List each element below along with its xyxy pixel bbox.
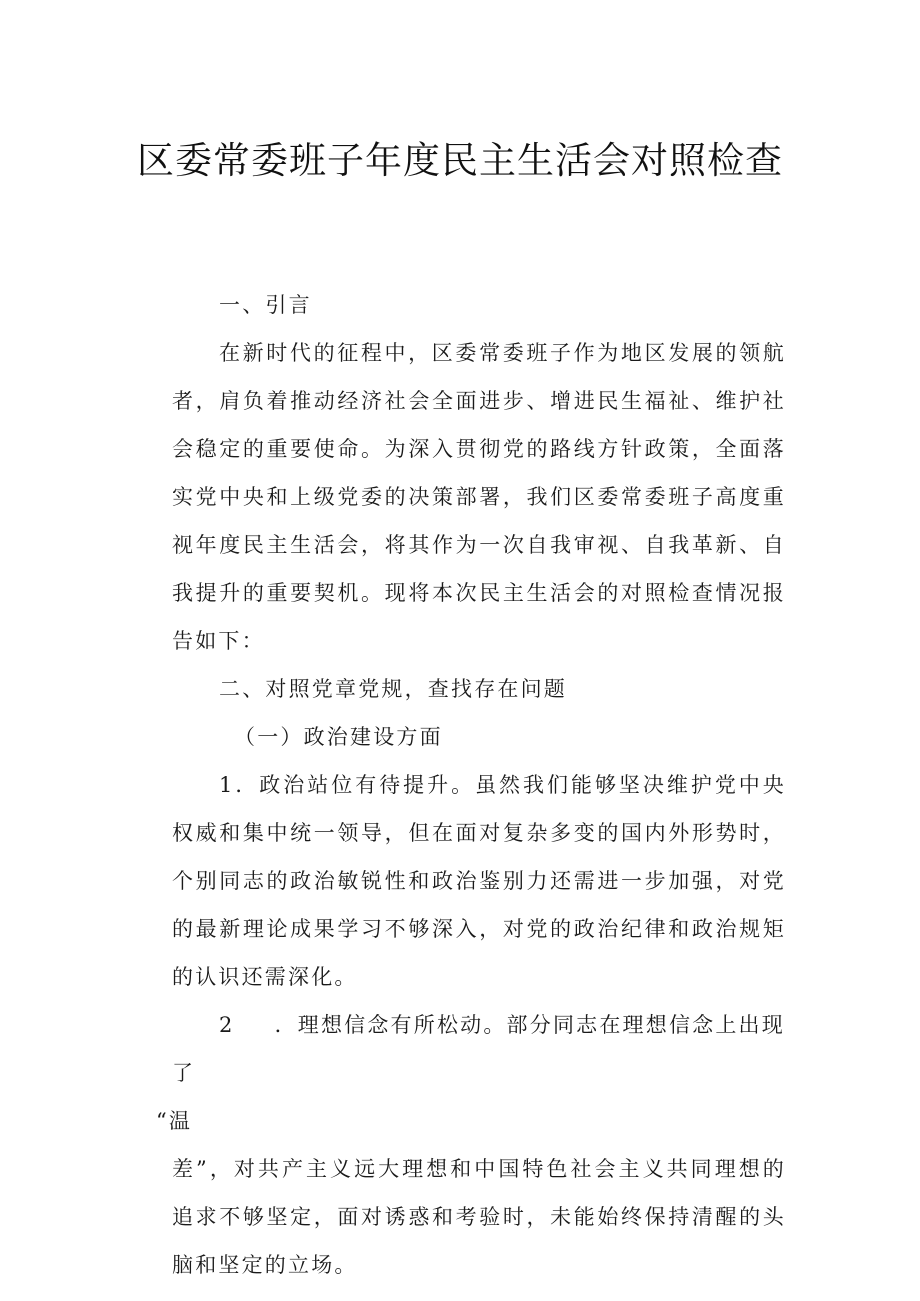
section-heading-problems: 二、对照党章党规，查找存在问题 (219, 677, 567, 701)
document-title: 区委常委班子年度民主生活会对照检查 (137, 139, 783, 182)
item-paragraph-2-body: 差”，对共产主义远大理想和中国特色社会主义共同理想的追求不够坚定，面对诱惑和考验时，未能始终保持清醒的头脑和坚定的立场。 (172, 1157, 786, 1277)
item-number-2: 2 (219, 1013, 235, 1037)
intro-paragraph: 在新时代的征程中，区委常委班子作为地区发展的领航者，肩负着推动经济社会全面进步、增进民生福祉、维护社会稳定的重要使命。为深入贯彻党的路线方针政策，全面落实党中央和上级党委的决策部署，我们区委常委班子高度重视年度民主生活会，将其作为一次自我审视、自我革新、自我提升的重要契机。现将本次民主生活会的对照检查情况报告如下： (172, 341, 786, 653)
item-2-heading-text: ．理想信念有所松动。部分同志在理想信念上出现了 (172, 1013, 785, 1085)
item-paragraph-2-heading (172, 1001, 786, 1097)
document-body (156, 281, 786, 1289)
item-paragraph-1: 1．政治站位有待提升。虽然我们能够坚决维护党中央权威和集中统一领导，但在面对复杂多变的国内外形势时，个别同志的政治敏锐性和政治鉴别力还需进一步加强，对党的最新理论成果学习不够深入，对党的政治纪律和政治规矩的认识还需深化。 (172, 773, 786, 989)
section-heading-introduction: 一、引言 (219, 293, 312, 317)
subsection-heading-political: （一）政治建设方面 (234, 725, 443, 749)
item-paragraph-2-quote: “温 (156, 1109, 193, 1133)
